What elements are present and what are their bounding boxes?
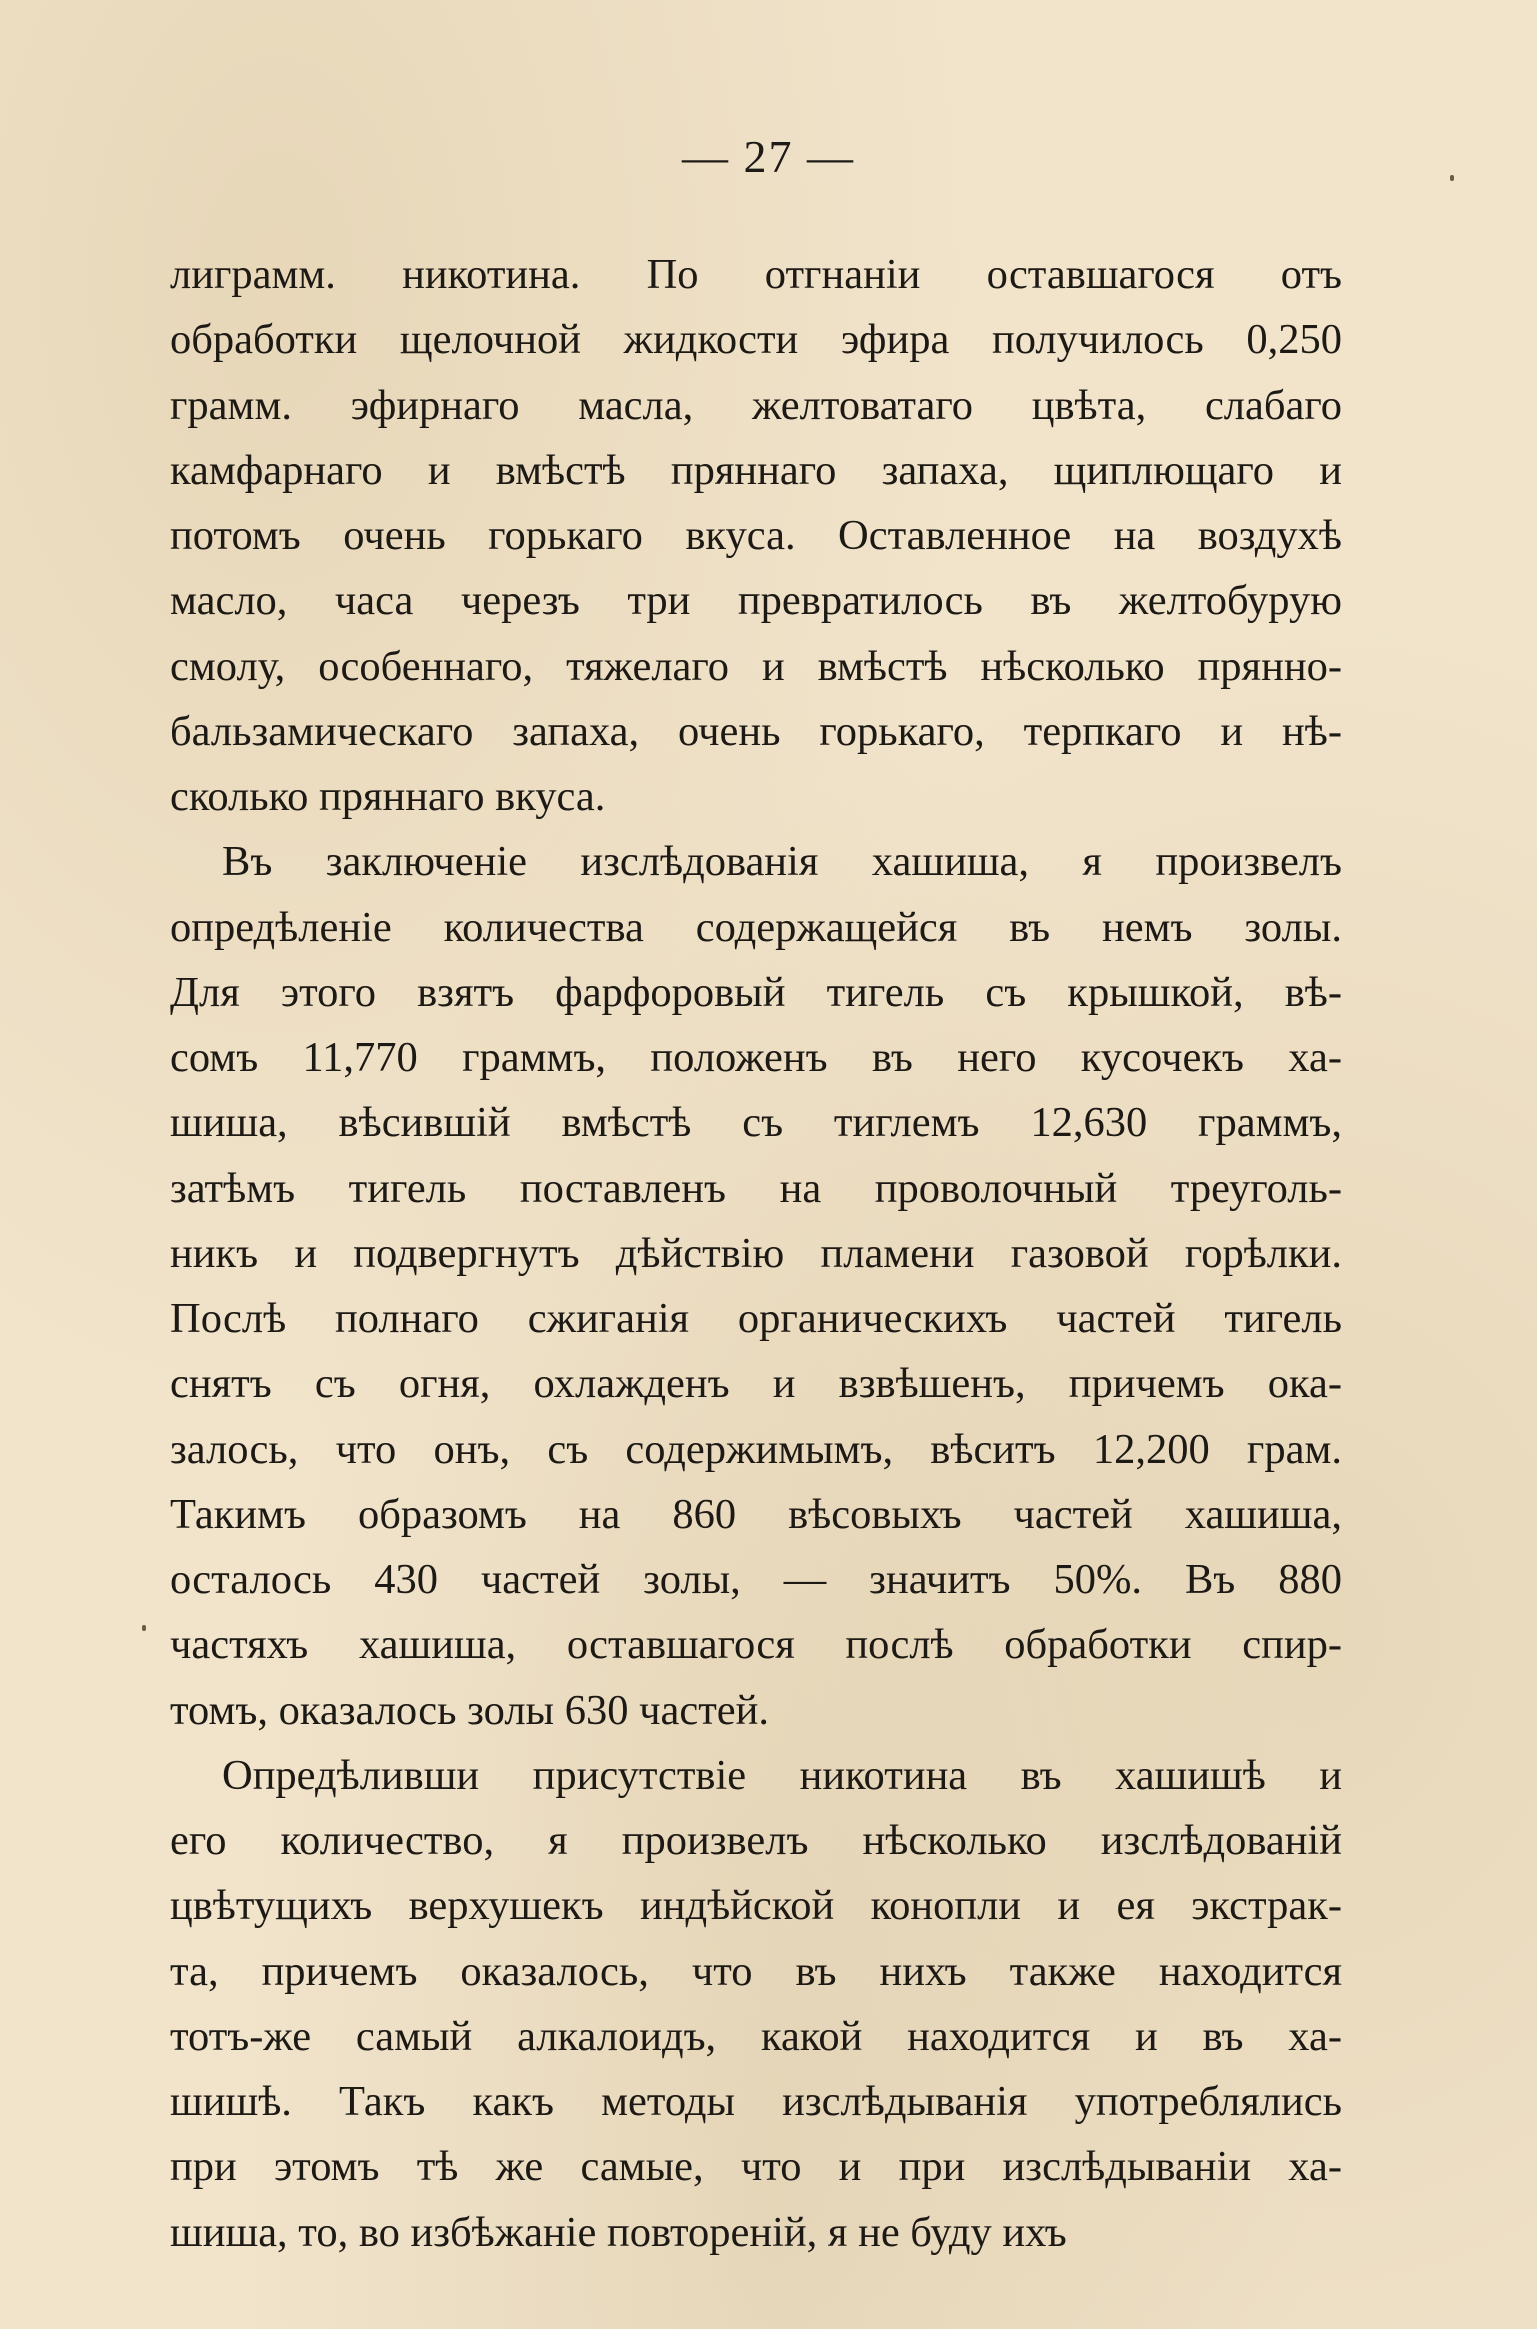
text-line: та, причемъ оказалось, что въ нихъ также находится bbox=[170, 1947, 1342, 1995]
text-line: сомъ 11,770 граммъ, положенъ въ него кусочекъ ха- bbox=[170, 1034, 1342, 1081]
paper-speck bbox=[1450, 175, 1454, 181]
text-line: Опредѣливши присутствіе никотина въ хашишѣ и bbox=[222, 1751, 1342, 1799]
text-line: шиша, вѣсившій вмѣстѣ съ тиглемъ 12,630 граммъ, bbox=[170, 1099, 1342, 1147]
text-line: смолу, особеннаго, тяжелаго и вмѣстѣ нѣсколько прянно- bbox=[170, 642, 1342, 690]
text-line: сколько пряннаго вкуса. bbox=[170, 773, 606, 820]
text-line: обработки щелочной жидкости эфира получилось 0,250 bbox=[170, 316, 1342, 364]
text-line: никъ и подвергнутъ дѣйствію пламени газовой горѣлки. bbox=[170, 1229, 1342, 1277]
text-line: шиша, то, во избѣжаніе повтореній, я не буду ихъ bbox=[170, 2208, 1067, 2256]
text-line: цвѣтущихъ верхушекъ индѣйской конопли и ея экстрак- bbox=[170, 1882, 1342, 1930]
text-line: томъ, оказалось золы 630 частей. bbox=[170, 1686, 770, 1734]
text-line: Такимъ образомъ на 860 вѣсовыхъ частей хашиша, bbox=[170, 1490, 1342, 1538]
text-line: залось, что онъ, съ содержимымъ, вѣситъ 12,200 грам. bbox=[170, 1425, 1342, 1473]
text-line: шишѣ. Такъ какъ методы изслѣдыванія употреблялись bbox=[170, 2078, 1342, 2125]
page-number: — 27 — bbox=[682, 131, 855, 182]
text-line: опредѣленіе количества содержащейся въ немъ золы. bbox=[170, 903, 1342, 951]
text-line: потомъ очень горькаго вкуса. Оставленное на воздухѣ bbox=[170, 512, 1342, 559]
text-line: его количество, я произвелъ нѣсколько изслѣдованій bbox=[170, 1817, 1342, 1864]
text-line: бальзамическаго запаха, очень горькаго, терпкаго и нѣ- bbox=[170, 707, 1342, 755]
paper-speck bbox=[142, 1625, 146, 1631]
text-line: камфарнаго и вмѣстѣ пряннаго запаха, щиплющаго и bbox=[170, 446, 1342, 494]
text-line: осталось 430 частей золы, — значитъ 50%. Въ 880 bbox=[170, 1556, 1342, 1603]
text-line: Въ заключеніе изслѣдованія хашиша, я произвелъ bbox=[222, 838, 1342, 886]
text-line: грамм. эфирнаго масла, желтоватаго цвѣта, слабаго bbox=[170, 381, 1342, 429]
text-line: Послѣ полнаго сжиганія органическихъ частей тигель bbox=[170, 1295, 1342, 1342]
text-line: частяхъ хашиша, оставшагося послѣ обработки спир- bbox=[170, 1621, 1342, 1669]
text-line: тотъ-же самый алкалоидъ, какой находится и въ ха- bbox=[170, 2012, 1342, 2060]
text-line: затѣмъ тигель поставленъ на проволочный треуголь- bbox=[170, 1164, 1342, 1212]
text-line: лиграмм. никотина. По отгнаніи оставшагося отъ bbox=[170, 251, 1342, 298]
text-line: Для этого взятъ фарфоровый тигель съ крышкой, вѣ- bbox=[170, 968, 1342, 1016]
text-line: снятъ съ огня, охлажденъ и взвѣшенъ, причемъ ока- bbox=[170, 1360, 1342, 1408]
body-text bbox=[170, 242, 1342, 2265]
text-line: при этомъ тѣ же самые, что и при изслѣдываніи ха- bbox=[170, 2143, 1342, 2191]
text-line: масло, часа черезъ три превратилось въ желтобурую bbox=[170, 577, 1342, 625]
